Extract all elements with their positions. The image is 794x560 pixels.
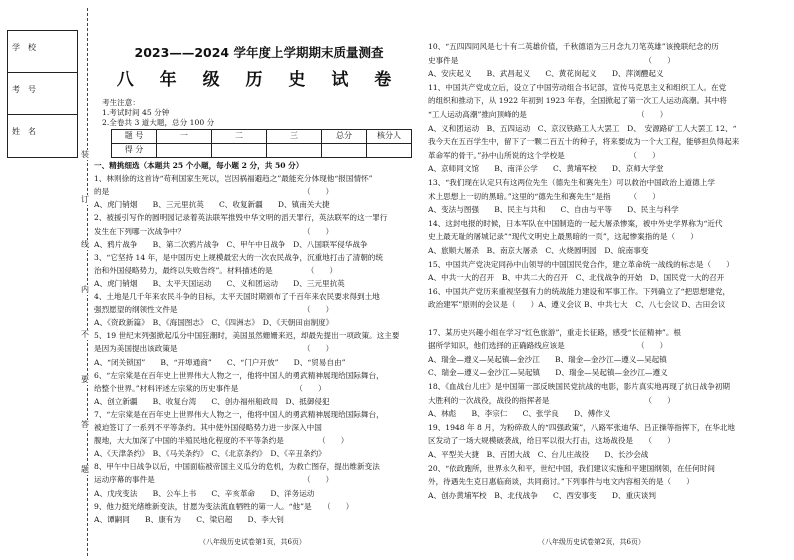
question-line: 腹地，大大加深了中国的半殖民地化程度的不平等条约是 （ ） [94, 436, 349, 446]
cut-char: 内 [81, 285, 89, 294]
exam-subtitle: 八 年 级 历 史 试 卷 [116, 70, 402, 90]
question-line: 16、中国共产党历来重视坚强有力的统战能力建设和军事工作。下列确立了“把思想建党， [428, 286, 731, 296]
question-line: 外，待遇先生克日惠临商谈，共同商讨。”下列事件与电文内容相关的是（ ） [428, 477, 694, 487]
score-header-cell: 三 [267, 130, 322, 144]
cut-char: 题 [81, 465, 89, 474]
question-line: A、安庆起义 B、武昌起义 C、黄花岗起义 D、萍浏醴起义 [428, 69, 664, 79]
question-line: 13、“我们现在认定只有这两位先生（德先生和赛先生）可以救治中国政治上道德上学 [428, 178, 715, 187]
question-line: 的是 （ ） [94, 187, 334, 197]
score-header-cell: 二 [212, 130, 267, 144]
question-line: A、“闭关锁国” B、“开埠通商” C、“门户开放” D、“贸易自由” [94, 357, 346, 367]
question-line: A、戊戌变法 B、公车上书 C、辛亥革命 D、洋务运动 [94, 488, 315, 498]
school-field[interactable] [8, 31, 77, 73]
question-line: 10、“五四四同风是七十有二英雄价值，千秋德语为三月念九刀笔英雄”该挽联纪念的历 [428, 42, 719, 51]
score-header-row [112, 130, 412, 144]
question-line: 区发动了一场大规模破袭战，给日军以很大打击，这场战役是 （ ） [428, 436, 675, 446]
question-line: A、京师同文馆 B、南洋公学 C、黄埔军校 D、京师大学堂 [428, 164, 664, 174]
question-line: A、创办黄埔军校 B、北伐战争 C、西安事变 D、重庆谈判 [428, 490, 656, 500]
question-line: 19、1948 年 8 月，为粉碎敌人的“四强政策”，八路军张迪华、吕正操等指挥下，在华北地 [428, 422, 736, 432]
question-line: A、虎门销烟 B、三元里抗英 C、收复新疆 D、镇南关大捷 [94, 200, 330, 210]
question-line: 的组织和推动下，从 1922 年初到 1923 年春，全国掀起了第一次工人运动高潮。其中将 [428, 96, 727, 106]
exam-number-field[interactable] [8, 73, 77, 115]
question-line: 15、中国共产党决定同孙中山领导的中国国民党合作，建立革命统一战线的标志是（ ） [428, 259, 734, 269]
name-field[interactable] [8, 115, 77, 157]
question-line: A、瑞金—遵义—吴起镇—金沙江 B、瑞金—金沙江—遵义—吴起镇 [428, 354, 667, 364]
note-line: 2.全卷共 3 道大题，总分 100 分 [102, 118, 215, 127]
question-line: 14、这封电报的时候，日本军队在中国制造的一起大屠杀惨案，被中外史学界称为“近代 [428, 218, 723, 228]
notes-heading: 考生注意： [102, 98, 140, 107]
right-column [428, 0, 764, 560]
question-line: 8、甲午中日战争以后，中国面临被帝国主义瓜分的危机，为救亡图存，提出维新变法 [94, 462, 380, 472]
score-header-cell: 总分 [322, 130, 367, 144]
question-line: A、义和团运动 B、五四运动 C、京汉铁路工人大罢工 D、 安源路矿工人大罢工 12、“ [428, 123, 737, 133]
question-line: 我今天在五百学生中，留下了一颗二百五十的种子，将来要成为一个大工程，能够担负得起来 [428, 137, 740, 147]
cut-char: 装 [81, 150, 89, 159]
binding-margin [0, 0, 92, 560]
score-table [111, 129, 412, 158]
question-line: 史事件是 （ ） [428, 55, 675, 65]
question-line: 17、某历史兴趣小组在学习“红色旅游”，重走长征路，感受“长征精神”。根 [428, 327, 682, 337]
question-line: A、平型关大捷 B、百团大战 C、台儿庄战役 D、长沙会战 [428, 450, 649, 459]
question-line: A、林彪 B、李宗仁 C、张学良 D、傅作义 [428, 409, 611, 419]
question-line: “工人运动高潮”推向顶峰的是 （ ） [428, 110, 668, 119]
exam-title: 2023——2024 学年度上学期期末质量测查 [134, 45, 384, 60]
score-header-cell: 题 号 [112, 130, 157, 144]
question-line: A、变法与图强 B、民主与共和 C、自由与平等 D、民主与科学 [428, 205, 679, 215]
question-line: A、创立新疆 B、收复台湾 C、创办福州船政局 D、抵御侵犯 [94, 396, 330, 406]
question-line: 9、他力挺光绪维新变法，甘愿为变法流血牺牲的第一人。“他”是 （ ） [94, 501, 354, 511]
school-label: 学 校 [12, 43, 36, 52]
left-column [94, 0, 424, 560]
question-line: A、中共一大的召开 B、中共二大的召开 C、北伐战争的开始 D、国民党一大的召开 [428, 273, 725, 283]
score-cell[interactable] [367, 144, 412, 158]
question-line: 2、被援引写作的圆明园记录着英法联军推毁中华文明的滔天罪行，英法联军的这一罪行 [94, 213, 388, 223]
question-line: 大胜利的一次战役，战役的指挥者是 （ ） [428, 395, 675, 405]
question-line: A、《资政新篇》 B、《海国图志》 C、《四洲志》 D、《天朝田亩制度》 [94, 318, 334, 328]
cut-char: 要 [81, 375, 89, 384]
question-line: A、鸦片战争 B、第二次鸦片战争 C、甲午中日战争 D、八国联军侵华战争 [94, 239, 368, 249]
question-line: 20、“依政跑所，世界永久和平，世纪中国，我们建议实施和平建国纲领，在任何时间 [428, 463, 715, 473]
question-line: A、虎门销烟 B、太平天国运动 C、义和团运动 D、三元里抗英 [94, 278, 345, 288]
question-line: 强烈愿望的纲领性文件是 （ ） [94, 305, 334, 315]
question-line: 是因为美国提出该政策是 （ ） [94, 344, 334, 354]
question-line: 被迫签订了一系列不平等条约。其中使外国侵略势力进一步深入中国 [94, 423, 322, 432]
question-line: 革命军的骨干。”孙中山所说的这个学校是 （ ） [428, 150, 660, 160]
cut-char: 不 [81, 330, 89, 339]
question-line: A、旅顺大屠杀 B、南京大屠杀 C、火烧圆明园 D、皖南事变 [428, 246, 649, 255]
section-heading: 一、精挑细选（本题共 25 个小题，每小题 2 分，共 50 分） [94, 161, 304, 170]
question-line: 18、《血战台儿庄》是中国第一部反映国民党抗战的电影，影片真实地再现了抗日战争初期 [428, 382, 731, 391]
question-line: 6、“左宗棠是在百年史上世界伟大人物之一，他将中国人的勇武精神展现给国际舞台， [94, 370, 384, 380]
score-header-cell: 一 [157, 130, 212, 144]
question-line: A、谭嗣同 B、康有为 C、梁启超 D、李大钊 [94, 514, 285, 524]
student-info-box [7, 30, 78, 158]
question-line: 3、“它坚持 14 年，是中国历史上规模最宏大的一次农民战争，沉重地打击了清朝的统 [94, 252, 383, 262]
score-row [112, 144, 412, 158]
question-line: 7、“左宗棠是在百年史上世界伟大人物之一，他将中国人的勇武精神展现给国际舞台， [94, 409, 384, 419]
cut-char: 线 [81, 240, 89, 249]
score-cell[interactable] [157, 144, 212, 158]
page-footer-right: （八年级历史试卷第2页，共6页） [538, 538, 645, 546]
question-line: 5、19 世纪末列强掀起瓜分中国狂潮时，美国虽然姗姗来迟，却最先提出一项政策。这主要 [94, 331, 400, 341]
question-line: 史上最无耻的屠城记录”“现代文明史上最黑暗的一页”，这起惨案指的是（ ） [428, 232, 698, 242]
exam-number-label: 考 号 [12, 85, 36, 94]
score-row-label: 得 分 [112, 144, 157, 158]
question-line: 政治建军”原则的会议是（ ）A、遵义会议 B、中共七大 C、八七会议 D、古田会议 [428, 300, 726, 310]
question-line: C、瑞金—遵义—金沙江—吴起镇 D、瑞金—吴起镇—金沙江—遵义 [428, 368, 668, 378]
cut-char: 订 [81, 195, 89, 204]
question-line: A、《天津条约》 B、《马关条约》 C、《北京条约》 D、《辛丑条约》 [94, 449, 326, 459]
name-label: 姓 名 [12, 127, 36, 136]
score-cell[interactable] [322, 144, 367, 158]
question-line: 据所学知识，他们选择的正确路线应该是 （ ） [428, 341, 668, 351]
question-line: 治和外国侵略势力，最终以失败告终”。材料描述的是 （ ） [94, 265, 338, 275]
question-line: 发生在下列哪一次战争中？ （ ） [94, 226, 334, 236]
score-cell[interactable] [267, 144, 322, 158]
score-cell[interactable] [212, 144, 267, 158]
question-line: 1、林则徐的这首诗“苟利国家生死以，岂因祸福避趋之”最能充分体现他“报国情怀” [94, 174, 373, 184]
score-header-cell: 核分人 [367, 130, 412, 144]
note-line: 1.考试时间 45 分钟 [102, 108, 170, 117]
question-line: 4、土地是几千年来农民斗争的目标，太平天国时期颁布了千百年来农民要求得到土地 [94, 292, 380, 301]
question-line: 给整个世界。”材料评述左宗棠的历史事件是 （ ） [94, 383, 326, 393]
question-line: 11、中国共产党成立后，设立了中国劳动组合书记部，宣传马克思主义和组织工人。在党 [428, 82, 727, 92]
question-line: 术上思想上一切的黑暗。”这里的“德先生和赛先生”是指 （ ） [428, 191, 660, 201]
cut-char: 答 [81, 420, 89, 429]
question-line: 运动序幕的事件是 （ ） [94, 475, 334, 485]
page-footer-left: （八年级历史试卷第1页，共6页） [199, 538, 306, 546]
